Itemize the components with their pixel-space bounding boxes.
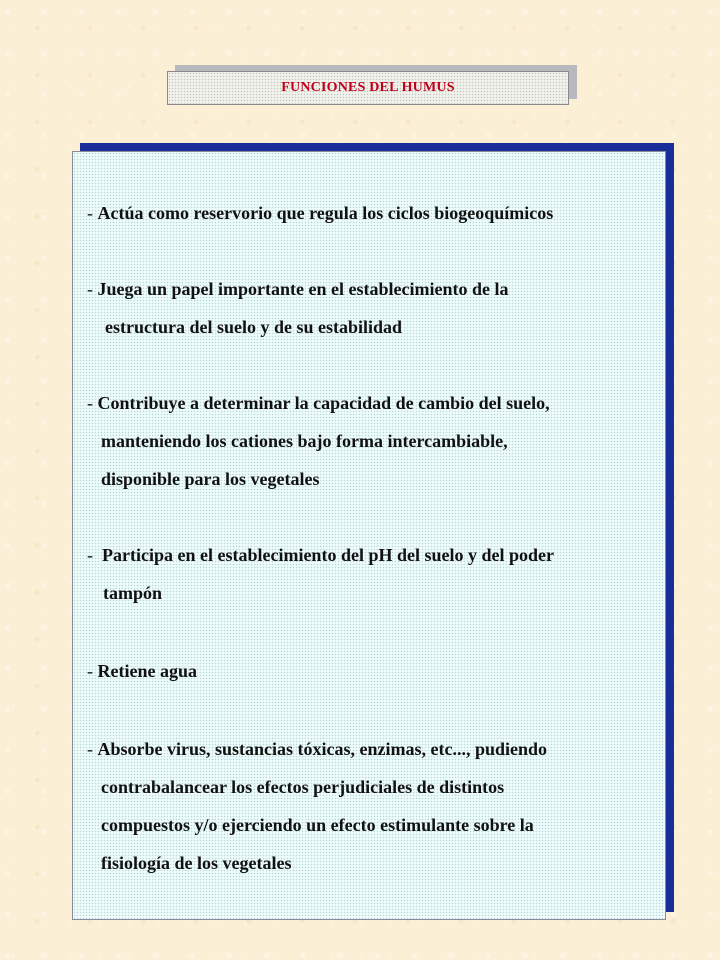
title-box [167, 71, 569, 105]
function-text: Juega un papel importante en el establecimiento de la [97, 279, 509, 299]
function-item-6-line-3: compuestos y/o ejerciendo un efecto estimulante sobre la [101, 815, 534, 835]
bullet-dash: - [87, 739, 98, 759]
function-item-5-line-1 [87, 652, 657, 690]
function-item-5 [87, 652, 657, 690]
function-item-4 [87, 536, 657, 612]
bullet-dash: - [87, 203, 98, 223]
function-item-4-line-1 [87, 536, 657, 574]
function-item-3-line-3: disponible para los vegetales [101, 469, 320, 489]
content-panel-container [72, 151, 666, 920]
function-item-3-line-1 [87, 384, 657, 422]
function-item-6 [87, 730, 657, 882]
function-text: Contribuye a determinar la capacidad de cambio del suelo, [97, 393, 550, 413]
bullet-dash: - [87, 545, 102, 565]
bullet-dash: - [87, 393, 98, 413]
bullet-dash: - [87, 279, 98, 299]
content-panel [72, 151, 666, 920]
function-item-6-line-2: contrabalancear los efectos perjudiciales de distintos [101, 777, 505, 797]
function-item-3 [87, 384, 657, 498]
function-item-2-line-1 [87, 270, 657, 308]
function-text: Retiene agua [97, 661, 197, 681]
function-item-6-line-1 [87, 730, 657, 768]
function-item-6-line-4: fisiología de los vegetales [101, 853, 292, 873]
function-item-3-line-2: manteniendo los cationes bajo forma intercambiable, [101, 431, 508, 451]
function-item-4-line-2: tampón [103, 583, 163, 603]
bullet-dash: - [87, 661, 98, 681]
function-text: Actúa como reservorio que regula los ciclos biogeoquímicos [97, 203, 554, 223]
function-item-1-line-1 [87, 194, 657, 232]
title-container [167, 71, 569, 105]
function-item-1 [87, 194, 657, 232]
function-item-2-line-2: estructura del suelo y de su estabilidad [105, 317, 403, 337]
function-item-2 [87, 270, 657, 346]
function-text: Participa en el establecimiento del pH del suelo y del poder [102, 545, 554, 565]
function-text: Absorbe virus, sustancias tóxicas, enzimas, etc..., pudiendo [97, 739, 548, 759]
page-title: FUNCIONES DEL HUMUS [281, 80, 455, 95]
